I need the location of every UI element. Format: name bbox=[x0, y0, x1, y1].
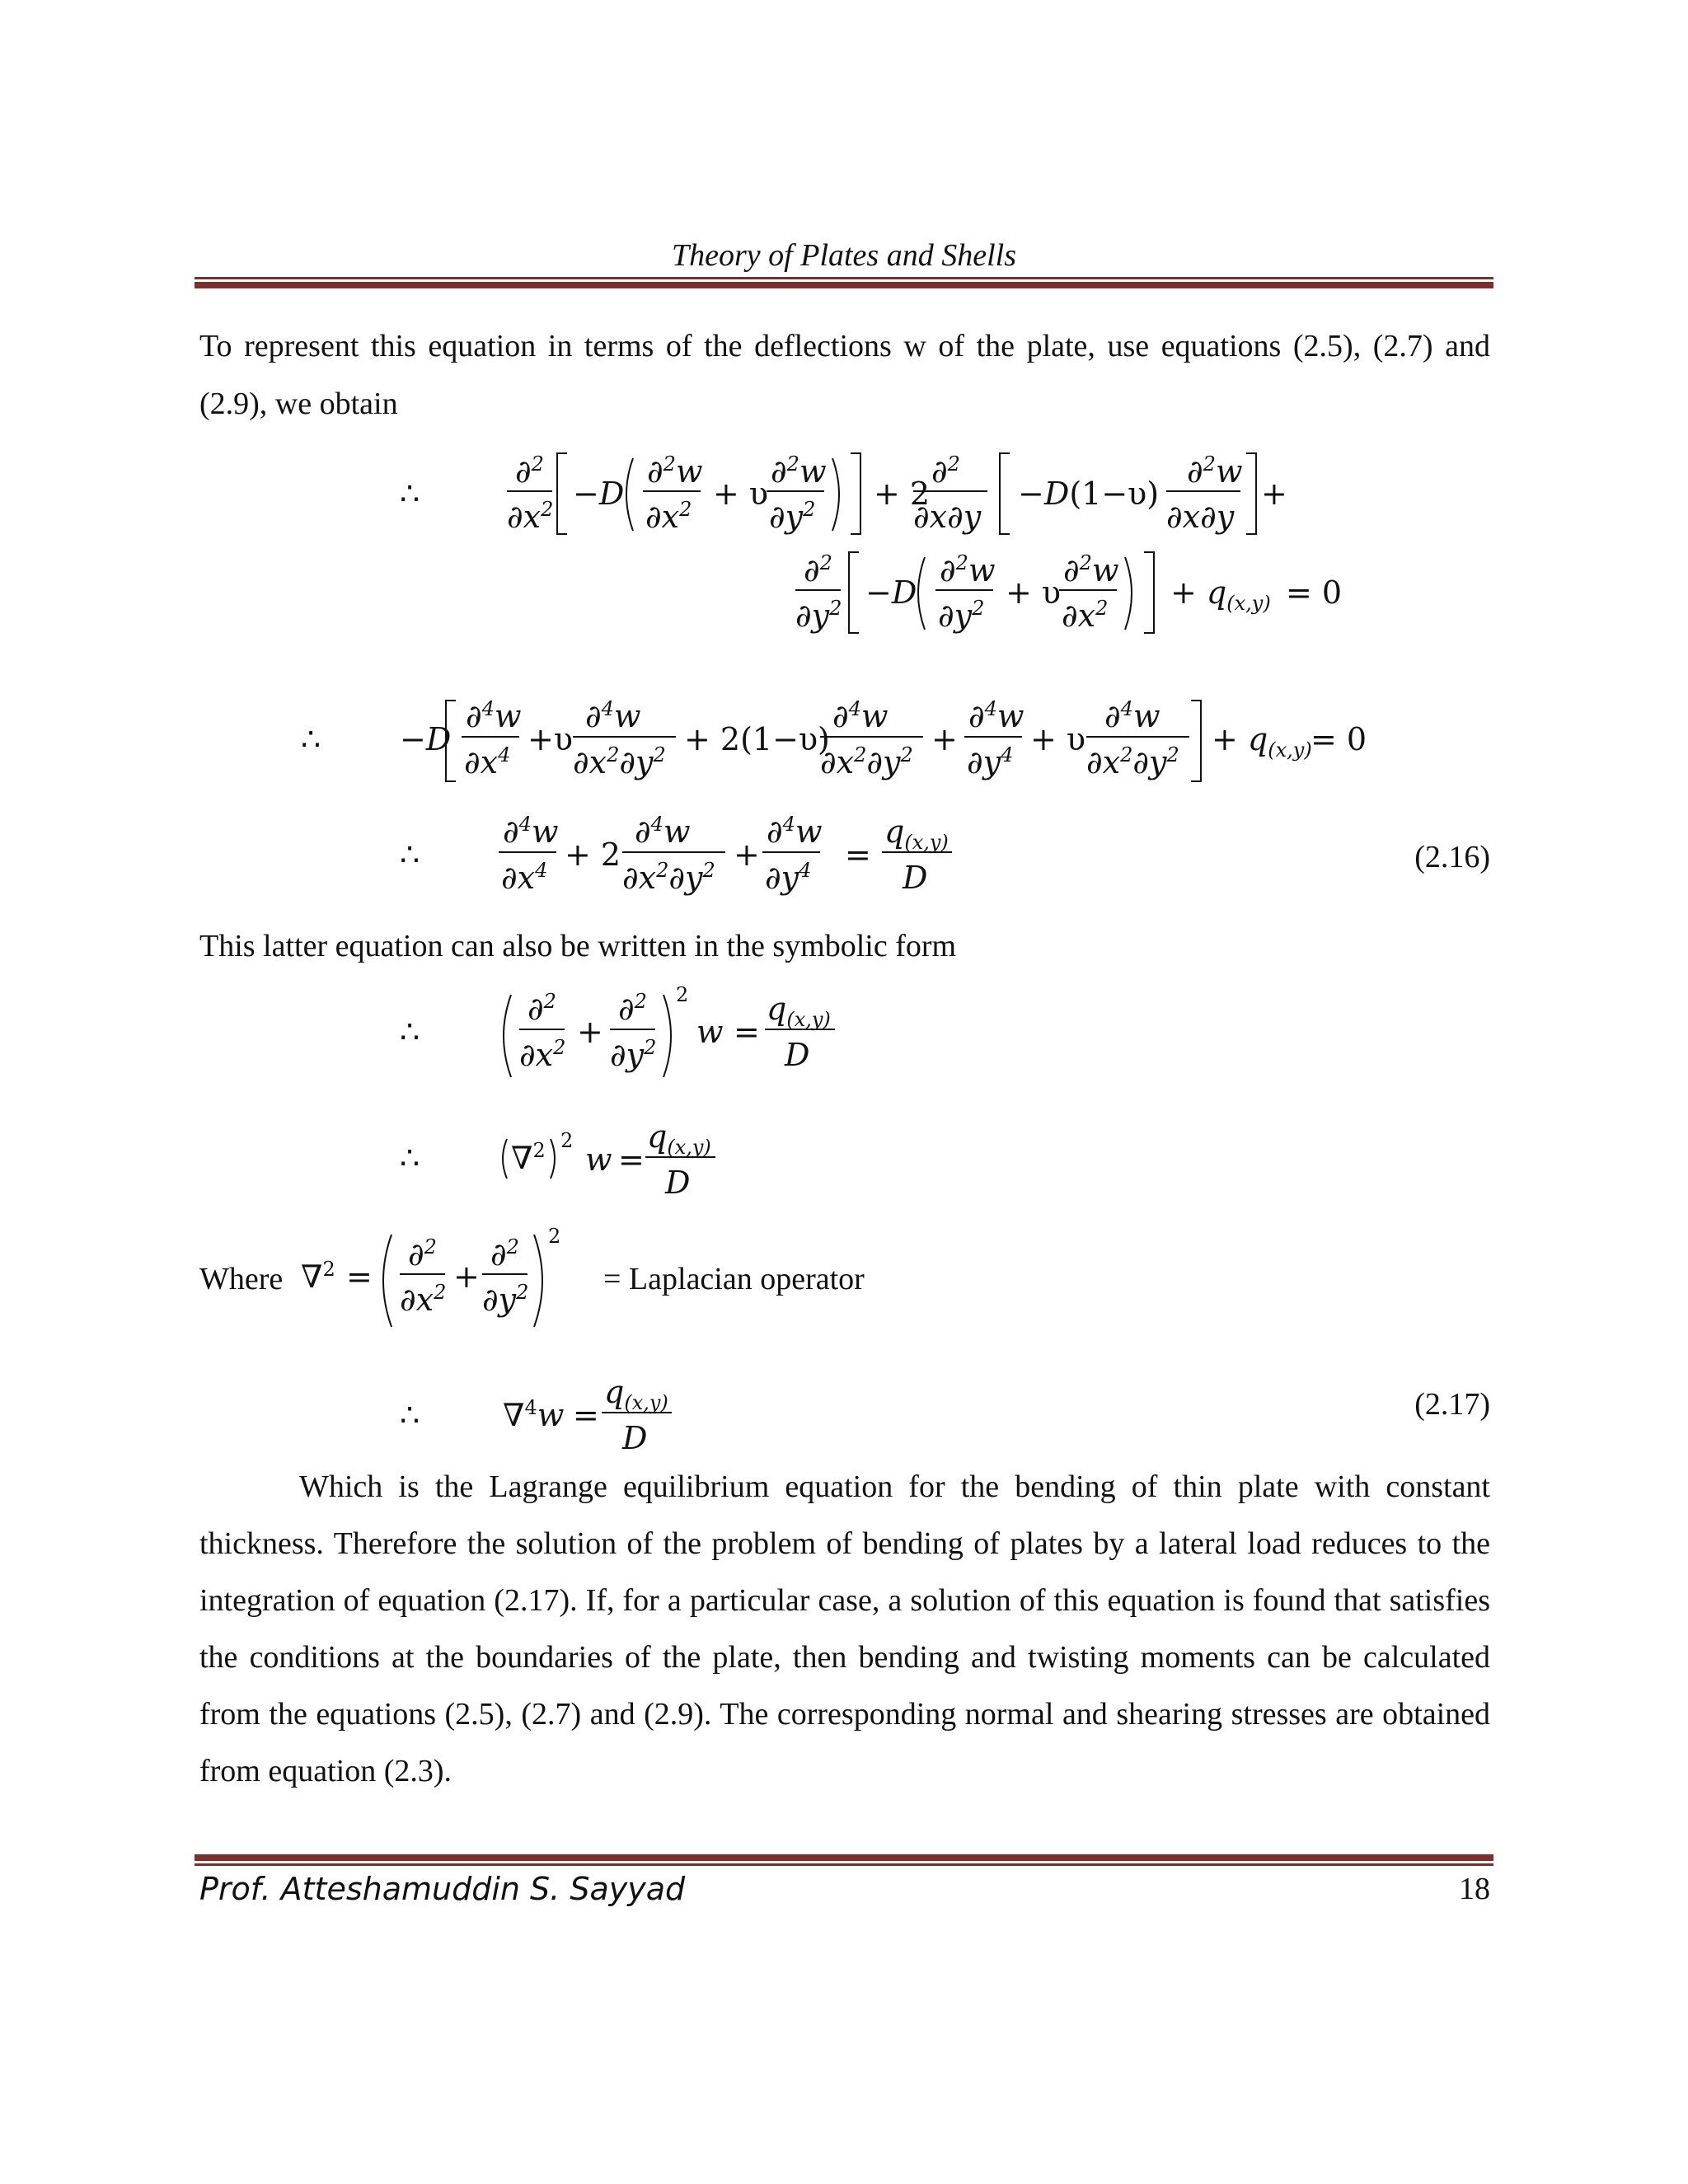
svg-text:D: D bbox=[665, 1165, 691, 1201]
svg-text:=: = bbox=[845, 837, 871, 873]
svg-text:∂2: ∂$^2$ bbox=[618, 990, 647, 1027]
svg-text:∂2w: ∂$^2$w bbox=[940, 551, 996, 588]
svg-text:∂4w: ∂$^4$w bbox=[466, 697, 522, 734]
svg-text:∂2: ∂$^2$ bbox=[804, 551, 832, 588]
svg-text:q(x,y): $q_{(x,y)}$ bbox=[647, 1118, 711, 1159]
footer-rule-thick bbox=[195, 1854, 1493, 1861]
svg-text:∴: ∴ bbox=[400, 1397, 420, 1433]
svg-text:2: 2 bbox=[560, 1129, 574, 1152]
svg-text:∂x∂y: ∂x∂y bbox=[913, 499, 982, 535]
svg-text:∂y4: $\partial y^4$ bbox=[765, 859, 812, 896]
svg-text:∂2: ∂$^2$ bbox=[490, 1235, 519, 1272]
svg-text:∂y2: $\partial y^2$ bbox=[769, 498, 816, 535]
svg-text:∂4w: ∂$^4$w bbox=[585, 697, 641, 734]
svg-text:∂x2∂y2: $\partial x^2\partial y^2$ bbox=[1086, 743, 1179, 780]
footer-rule-thin bbox=[195, 1863, 1493, 1866]
svg-text:∴: ∴ bbox=[400, 1140, 420, 1176]
closing-paragraph bbox=[199, 1459, 1490, 1800]
svg-text:∂x4: $\partial x^4$ bbox=[501, 859, 548, 896]
svg-text:∂x4: $\partial x^4$ bbox=[464, 743, 511, 780]
footer-author: Prof. Atteshamuddin S. Sayyad bbox=[199, 1871, 686, 1907]
svg-text:+ 2(1−υ): + 2(1−υ) bbox=[684, 721, 830, 757]
svg-text:2: 2 bbox=[548, 1225, 561, 1248]
svg-text:∂x2: $\partial x^2$ bbox=[519, 1036, 566, 1073]
svg-text:2: 2 bbox=[676, 983, 689, 1006]
nabla-squared-equation bbox=[198, 1104, 1022, 1212]
running-header-title: Theory of Plates and Shells bbox=[672, 238, 1016, 273]
svg-text:+: + bbox=[734, 837, 760, 873]
svg-text:∂y2: $\partial y^2$ bbox=[610, 1036, 657, 1073]
svg-text:+ q(x,y): + $q_{(x,y)}$ bbox=[1170, 574, 1271, 615]
svg-text:∂x2: $\partial x^2$ bbox=[507, 498, 554, 535]
svg-text:∂2w: ∂$^2$w bbox=[1063, 551, 1119, 588]
intro-line-1: To represent this equation in terms of the deflections w of the plate, use equations (2.5), (2.7) and bbox=[199, 329, 1490, 363]
page-number: 18 bbox=[1459, 1872, 1490, 1906]
svg-text:∂x2∂y2: $\partial x^2\partial y^2$ bbox=[573, 743, 666, 780]
equation-number-2-16: (2.16) bbox=[1414, 840, 1490, 874]
svg-text:+υ: +υ bbox=[528, 721, 573, 757]
equation-number-2-17: (2.17) bbox=[1414, 1387, 1490, 1422]
svg-text:−D(1−υ): −D(1−υ) bbox=[1018, 476, 1160, 512]
svg-text:D: D bbox=[785, 1037, 810, 1073]
equation-2-17 bbox=[198, 1360, 1022, 1467]
svg-text:∂4w: ∂$^4$w bbox=[635, 813, 691, 850]
expanded-equation-block bbox=[198, 437, 1492, 684]
svg-text:∂2: ∂$^2$ bbox=[408, 1235, 437, 1272]
laplacian-operator-label: = Laplacian operator bbox=[603, 1262, 865, 1296]
svg-text:+ 2: + 2 bbox=[874, 476, 931, 512]
svg-text:w: w bbox=[696, 1014, 724, 1050]
svg-text:w: w bbox=[585, 1141, 612, 1178]
svg-text:q(x,y): $q_{(x,y)}$ bbox=[884, 813, 949, 854]
svg-text:∂y2: $\partial y^2$ bbox=[482, 1281, 529, 1318]
expanded-fourth-order-equation bbox=[198, 684, 1492, 799]
svg-text:+ q(x,y): + $q_{(x,y)}$ bbox=[1212, 721, 1312, 762]
svg-text:∂x∂y: ∂x∂y bbox=[1166, 499, 1235, 535]
svg-text:q(x,y): $q_{(x,y)}$ bbox=[604, 1374, 668, 1414]
svg-text:= 0: = 0 bbox=[1311, 721, 1367, 757]
svg-text:∴: ∴ bbox=[400, 1014, 420, 1050]
symbolic-form-intro: This latter equation can also be written in the symbolic form bbox=[199, 929, 957, 963]
svg-text:∇4w: ∇$^4$w bbox=[503, 1396, 565, 1433]
svg-text:∂x2: $\partial x^2$ bbox=[645, 498, 692, 535]
intro-line-2: (2.9), we obtain bbox=[199, 387, 398, 421]
svg-text:=: = bbox=[346, 1258, 373, 1295]
svg-text:∂2w: ∂$^2$w bbox=[647, 452, 703, 490]
svg-text:∇2: ∇$^2$ bbox=[301, 1258, 335, 1295]
therefore-symbol: ∴ bbox=[400, 476, 420, 512]
svg-text:=: = bbox=[734, 1014, 760, 1050]
symbolic-equation bbox=[198, 977, 1022, 1084]
svg-text:∂4w: ∂$^4$w bbox=[767, 813, 823, 850]
svg-text:=: = bbox=[618, 1141, 645, 1178]
svg-text:∂x2∂y2: $\partial x^2\partial y^2$ bbox=[820, 743, 913, 780]
svg-text:∂y2: $\partial y^2$ bbox=[795, 597, 842, 634]
svg-text:∂2: ∂$^2$ bbox=[515, 452, 544, 490]
svg-text:−D: −D bbox=[865, 574, 917, 611]
svg-text:∂4w: ∂$^4$w bbox=[503, 813, 559, 850]
svg-text:D: D bbox=[903, 860, 928, 896]
svg-text:∂y4: $\partial y^4$ bbox=[967, 743, 1014, 780]
svg-text:∂x2: $\partial x^2$ bbox=[1062, 597, 1109, 634]
svg-text:D: D bbox=[622, 1420, 648, 1456]
svg-text:−D: −D bbox=[573, 476, 625, 512]
header-rule-thick bbox=[195, 282, 1493, 288]
svg-text:∂x2∂y2: $\partial x^2\partial y^2$ bbox=[622, 859, 715, 896]
svg-text:∴: ∴ bbox=[301, 721, 321, 757]
svg-text:∴: ∴ bbox=[400, 837, 420, 873]
where-label: Where bbox=[199, 1262, 284, 1296]
svg-text:∂2w: ∂$^2$w bbox=[1187, 452, 1243, 490]
svg-text:∇2: ∇$^2$ bbox=[511, 1139, 546, 1176]
svg-text:+ υ: + υ bbox=[1006, 574, 1062, 611]
svg-text:∂y2: $\partial y^2$ bbox=[938, 597, 985, 634]
svg-text:+ υ: + υ bbox=[1030, 721, 1086, 757]
svg-text:∂4w: ∂$^4$w bbox=[968, 697, 1025, 734]
svg-text:+ 2: + 2 bbox=[565, 837, 621, 873]
svg-text:∂2: ∂$^2$ bbox=[528, 990, 556, 1027]
svg-text:q(x,y): $q_{(x,y)}$ bbox=[767, 991, 831, 1031]
svg-text:∂2: ∂$^2$ bbox=[931, 452, 960, 490]
svg-text:∂4w: ∂$^4$w bbox=[832, 697, 889, 734]
svg-text:=: = bbox=[573, 1397, 599, 1433]
svg-text:∂4w: ∂$^4$w bbox=[1104, 697, 1160, 734]
svg-text:+: + bbox=[1261, 476, 1287, 512]
closing-paragraph-text: Which is the Lagrange equilibrium equation for the bending of thin plate with constant thickness. Therefore the solution of the problem of bending of plates by a lateral load reduces to the integration of equation (2.17). If, for a particular case, a solution of this equation is found that satisfies the conditions at the boundaries of the plate, then bending and twisting moments can be calculated from the equations (2.5), (2.7) and (2.9). The corresponding normal and shearing stresses are obtained from equation (2.3). bbox=[199, 1469, 1490, 1788]
svg-text:∂2w: ∂$^2$w bbox=[771, 452, 827, 490]
svg-text:= 0: = 0 bbox=[1286, 574, 1343, 611]
svg-text:+: + bbox=[453, 1258, 480, 1295]
svg-text:−D: −D bbox=[400, 721, 452, 757]
svg-text:+: + bbox=[931, 721, 958, 757]
header-rule-thin bbox=[195, 277, 1493, 279]
svg-text:+: + bbox=[577, 1014, 603, 1050]
svg-text:+ υ: + υ bbox=[713, 476, 769, 512]
svg-text:∂x2: $\partial x^2$ bbox=[400, 1281, 447, 1318]
equation-2-16 bbox=[198, 808, 1228, 907]
